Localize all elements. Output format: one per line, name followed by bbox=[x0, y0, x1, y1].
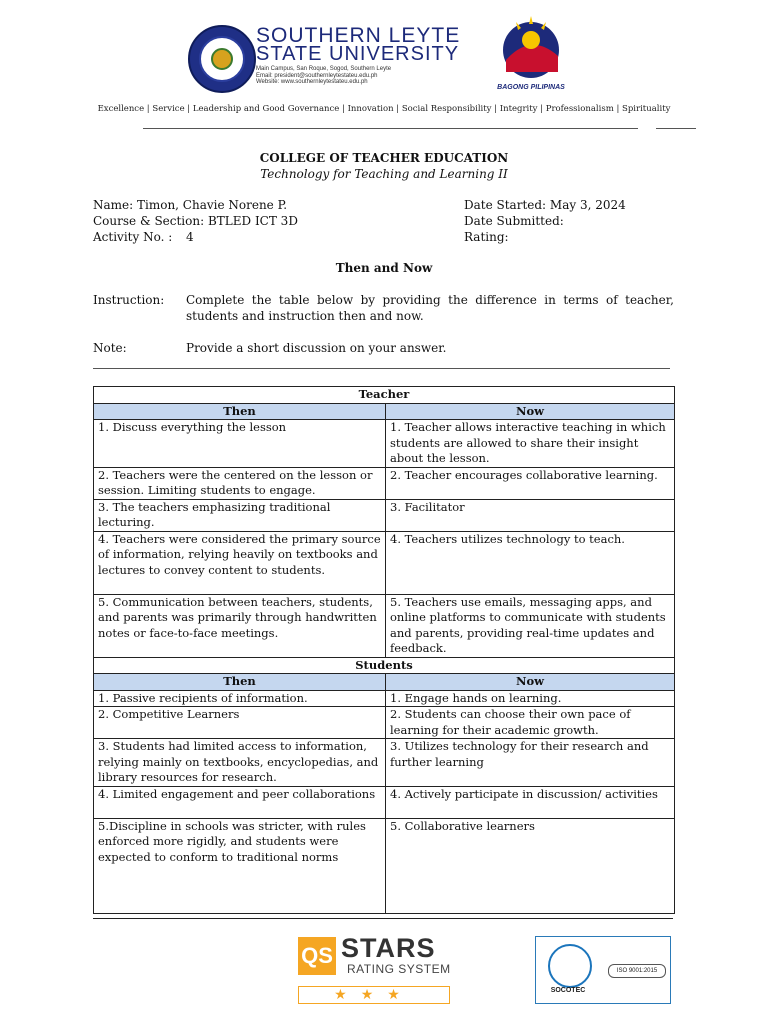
date-submitted: Date Submitted: bbox=[464, 214, 564, 228]
teacher-now-cell: 5. Teachers use emails, messaging apps, and online platforms to communicate with students and parents, providing real-time updates and feedback. bbox=[386, 594, 675, 657]
socotec-label: SOCOTEC bbox=[550, 987, 586, 994]
teacher-now-cell: 1. Teacher allows interactive teaching in which students are allowed to share their insight about the lesson. bbox=[386, 420, 675, 468]
rating-system-text: RATING SYSTEM bbox=[347, 962, 451, 976]
course-section: Course & Section: BTLED ICT 3D bbox=[93, 214, 298, 228]
teacher-then-cell: 3. The teachers emphasizing traditional lecturing. bbox=[94, 499, 386, 531]
instruction-text: Complete the table below by providing the difference in terms of teacher, students and instruction then and now. bbox=[186, 293, 674, 323]
students-then-cell: 3. Students had limited access to information, relying mainly on textbooks, encyclopedias, and library resources for research. bbox=[94, 739, 386, 787]
teacher-then-cell: 1. Discuss everything the lesson bbox=[94, 420, 386, 468]
teacher-now-cell: 2. Teacher encourages collaborative learning. bbox=[386, 467, 675, 499]
bagong-pilipinas-logo bbox=[494, 12, 568, 82]
students-column-header-row bbox=[94, 674, 675, 691]
students-col-now: Now bbox=[386, 674, 675, 691]
socotec-logo-icon bbox=[548, 944, 592, 988]
students-now-cell: 3. Utilizes technology for their research and further learning bbox=[386, 739, 675, 787]
teacher-then-cell: 4. Teachers were considered the primary source of information, relying heavily on textbooks and lectures to convey content to students. bbox=[94, 531, 386, 594]
teacher-then-cell: 5. Communication between teachers, students, and parents was primarily through handwritten notes or face-to-face meetings. bbox=[94, 594, 386, 657]
table-row bbox=[94, 707, 675, 739]
instruction-rule bbox=[93, 368, 670, 369]
teacher-heading: Teacher bbox=[94, 387, 675, 404]
college-title: COLLEGE OF TEACHER EDUCATION bbox=[259, 151, 509, 165]
table-row bbox=[94, 594, 675, 657]
students-then-cell: 5.Discipline in schools was stricter, with rules enforced more rigidly, and students were expected to conform to traditional norms bbox=[94, 818, 386, 913]
date-started: Date Started: May 3, 2024 bbox=[464, 198, 626, 212]
table-row bbox=[94, 420, 675, 468]
stars-rating-icon: ★★★ bbox=[298, 986, 450, 1004]
table-row bbox=[94, 690, 675, 707]
instruction-label: Instruction: bbox=[93, 293, 165, 307]
activity-label: Activity No. : bbox=[93, 230, 173, 244]
table-row bbox=[94, 499, 675, 531]
rating-label: Rating: bbox=[464, 230, 509, 244]
note-label: Note: bbox=[93, 341, 127, 355]
students-now-cell: 1. Engage hands on learning. bbox=[386, 690, 675, 707]
core-values-line: Excellence | Service | Leadership and Good Governance | Innovation | Social Responsibility | Integrity | Professionalism | Spirituality bbox=[97, 104, 671, 114]
table-row bbox=[94, 818, 675, 913]
teacher-now-cell: 3. Facilitator bbox=[386, 499, 675, 531]
course-title: Technology for Teaching and Learning II bbox=[260, 167, 508, 181]
students-section-row bbox=[94, 657, 675, 674]
table-row bbox=[94, 467, 675, 499]
stars-logo-text: STARS bbox=[341, 933, 436, 963]
university-name-line1: SOUTHERN LEYTE bbox=[256, 24, 461, 47]
teacher-now-cell: 4. Teachers utilizes technology to teach. bbox=[386, 531, 675, 594]
students-then-cell: 1. Passive recipients of information. bbox=[94, 690, 386, 707]
students-now-cell: 4. Actively participate in discussion/ activities bbox=[386, 786, 675, 818]
teacher-col-then: Then bbox=[94, 403, 386, 420]
table-row bbox=[94, 531, 675, 594]
bagong-pilipinas-label: BAGONG PILIPINAS bbox=[497, 84, 565, 91]
students-then-cell: 4. Limited engagement and peer collaborations bbox=[94, 786, 386, 818]
students-col-then: Then bbox=[94, 674, 386, 691]
iso-label: ISO 9001:2015 bbox=[608, 964, 666, 978]
activity-number: 4 bbox=[186, 230, 194, 244]
university-address: Main Campus, San Roque, Sogod, Southern Leyte bbox=[256, 66, 392, 72]
teacher-column-header-row bbox=[94, 403, 675, 420]
students-heading: Students bbox=[94, 657, 675, 674]
teacher-section-row bbox=[94, 387, 675, 404]
qs-logo: QS bbox=[298, 937, 336, 975]
students-now-cell: 2. Students can choose their own pace of learning for their academic growth. bbox=[386, 707, 675, 739]
table-row bbox=[94, 739, 675, 787]
teacher-col-now: Now bbox=[386, 403, 675, 420]
students-now-cell: 5. Collaborative learners bbox=[386, 818, 675, 913]
university-seal bbox=[188, 25, 256, 93]
then-and-now-table bbox=[93, 386, 675, 914]
teacher-then-cell: 2. Teachers were the centered on the lesson or session. Limiting students to engage. bbox=[94, 467, 386, 499]
student-name: Name: Timon, Chavie Norene P. bbox=[93, 198, 288, 212]
note-text: Provide a short discussion on your answer. bbox=[186, 341, 447, 355]
footer-rule bbox=[93, 918, 673, 919]
activity-title: Then and Now bbox=[335, 261, 433, 275]
header-rule-right bbox=[656, 128, 696, 129]
students-then-cell: 2. Competitive Learners bbox=[94, 707, 386, 739]
university-email: Email: president@southernleytestateu.edu.ph bbox=[256, 73, 378, 79]
header-rule bbox=[143, 128, 638, 129]
university-name-line2: STATE UNIVERSITY bbox=[256, 43, 460, 65]
table-row bbox=[94, 786, 675, 818]
university-website: Website: www.southernleytestateu.edu.ph bbox=[256, 79, 368, 85]
